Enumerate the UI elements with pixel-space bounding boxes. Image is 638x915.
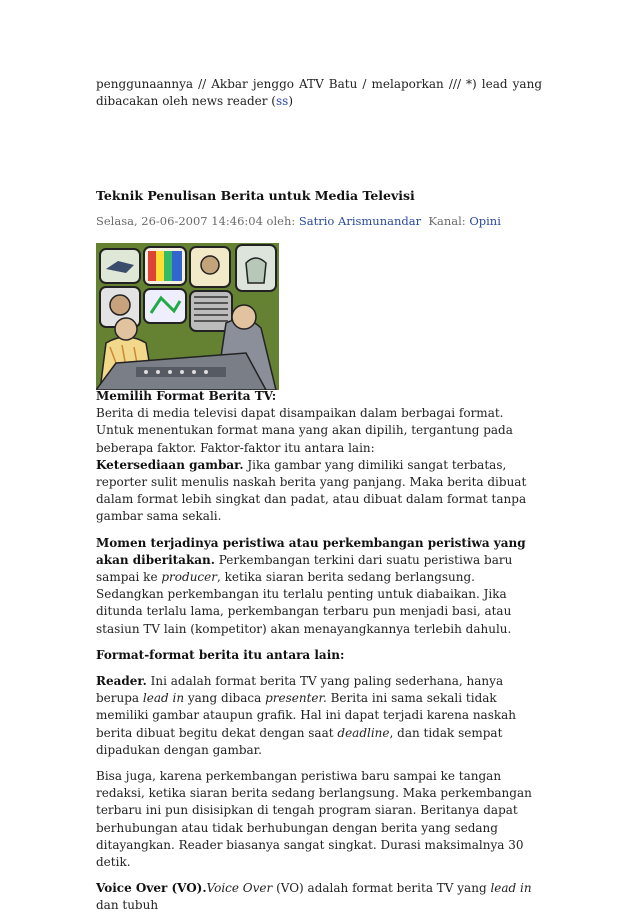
kanal-link[interactable]: Opini	[469, 214, 501, 228]
intro-line-2-text: dibacakan oleh news reader (	[96, 94, 276, 108]
intro-line-2	[96, 93, 542, 110]
s7-text-b: dan tubuh	[96, 898, 159, 913]
s3-italic: producer	[161, 570, 217, 585]
s7-paragraph	[96, 880, 542, 914]
s7-text-a: (VO) adalah format berita TV yang	[272, 881, 491, 896]
intro-line-2-close: )	[288, 94, 294, 108]
s7-italic-a: Voice Over	[206, 881, 273, 896]
s1-heading-text: Memilih Format Berita TV:	[96, 389, 277, 403]
article-date: Selasa, 26-06-2007 14:46:04 oleh:	[96, 214, 299, 228]
article-meta	[96, 214, 501, 228]
s5-text-b: yang dibaca	[184, 691, 266, 706]
s2-text: Jika gambar yang dimiliki sangat terbatas, reporter sulit menulis naskah berita yang panjang. Maka berita dibuat dalam format lebih singkat dan padat, atau dibuat dalam format tanpa gambar sama sekali.	[96, 457, 527, 524]
s3-paragraph	[96, 535, 542, 638]
ss-link[interactable]: ss	[276, 94, 289, 108]
s5-heading: Reader.	[96, 674, 147, 689]
s3-text-b: , ketika siaran berita sedang berlangsung. Sedangkan perkembangan itu terlalu penting untuk diabaikan. Jika ditunda terlalu lama, perkembangan terbaru pun menjadi basi, atau stasiun TV lain (kompetitor) akan menayangkannya terlebih dahulu.	[96, 570, 512, 636]
kanal-label: Kanal:	[421, 214, 470, 228]
s3-text-a: Perkembangan terkini dari suatu peristiwa baru sampai ke	[96, 552, 513, 585]
s1-paragraph: Berita di media televisi dapat disampaikan dalam berbagai format. Untuk menentukan format mana yang akan dipilih, tergantung pada beberapa faktor. Faktor-faktor itu antara lain:	[96, 406, 513, 455]
s4-heading	[96, 647, 542, 664]
s5-italic-a: lead in	[142, 691, 185, 706]
intro-line-1: penggunaannya // Akbar jenggo ATV Batu / melaporkan /// *) lead yang	[96, 77, 542, 91]
s5-text-c: Berita ini sama sekali tidak memiliki gambar ataupun grafik. Hal ini dapat terjadi karena naskah berita dibuat begitu dekat dengan saat	[96, 691, 517, 740]
s5-paragraph	[96, 673, 542, 759]
s5-text-a: Ini adalah format berita TV yang paling sederhana, hanya berupa	[96, 674, 504, 706]
s1-heading	[96, 388, 542, 405]
s7-heading: Voice Over (VO).	[96, 881, 207, 896]
article-body	[96, 388, 542, 915]
intro-block	[96, 76, 542, 110]
s6-paragraph: Bisa juga, karena perkembangan peristiwa baru sampai ke tangan redaksi, ketika siaran berita sedang berlangsung. Maka perkembangan terbaru ini pun disisipkan di tengah program siaran. Beritanya dapat berhubungan atau tidak berhubungan dengan berita yang sedang ditayangkan. Reader biasanya sangat singkat. Durasi maksimalnya 30 detik.	[96, 769, 532, 870]
s5-italic-b: presenter.	[265, 691, 327, 706]
author-link[interactable]: Satrio Arismunandar	[298, 214, 422, 228]
article-title: Teknik Penulisan Berita untuk Media Televisi	[96, 188, 415, 203]
s4-heading-text: Format-format berita itu antara lain:	[96, 647, 345, 662]
s5-text-d: , dan tidak sempat dipadukan dengan gambar.	[96, 725, 503, 757]
s2-paragraph	[96, 457, 542, 526]
newsroom-illustration	[96, 243, 279, 390]
s5-italic-c: deadline	[337, 725, 390, 740]
s7-italic-b: lead in	[490, 881, 532, 896]
s2-heading: Ketersediaan gambar.	[96, 457, 244, 472]
s3-heading: Momen terjadinya peristiwa atau perkembangan peristiwa yang akan diberitakan.	[96, 535, 526, 567]
